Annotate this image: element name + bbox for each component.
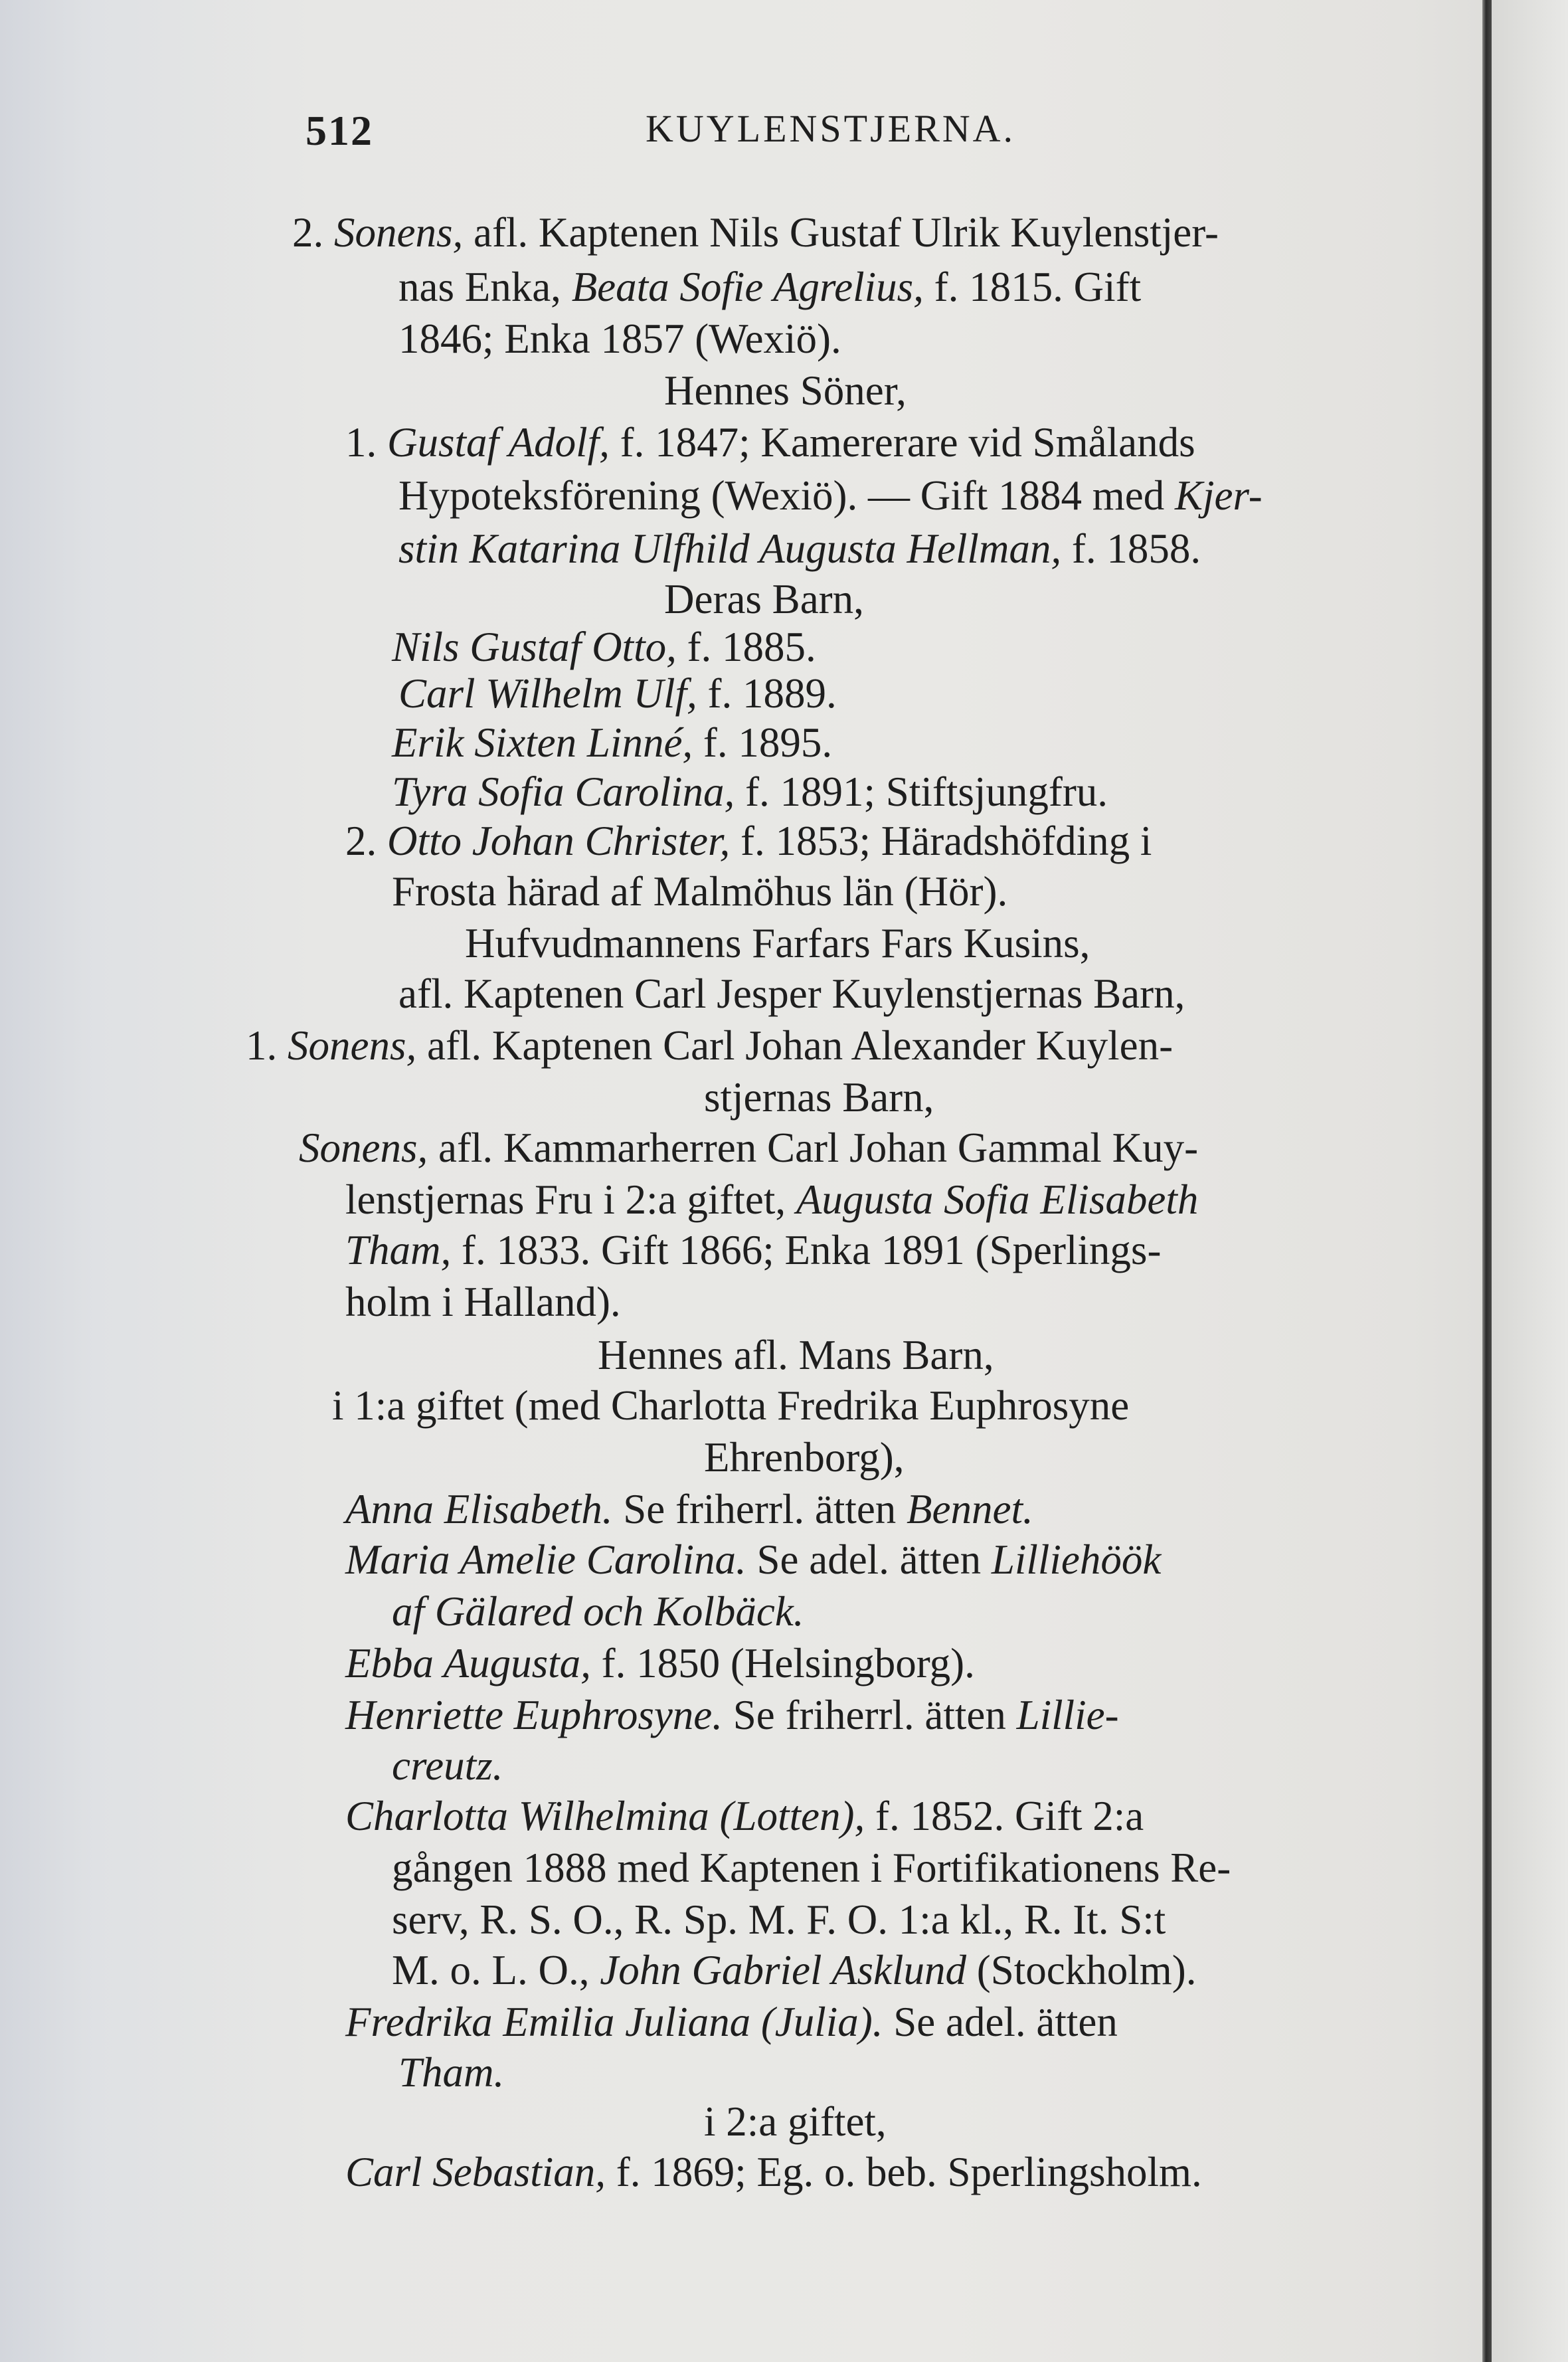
italic-name-text: Tyra Sofia Carolina, <box>392 769 735 815</box>
text-line <box>398 2046 504 2099</box>
italic-name-text: Nils Gustaf Otto, <box>392 624 677 670</box>
roman-text: f. 1852. Gift 2:a <box>865 1793 1144 1839</box>
roman-text: 1. <box>345 419 387 466</box>
italic-name-text: Sonens, <box>288 1022 417 1069</box>
roman-text: f. 1850 (Helsingborg). <box>590 1640 975 1686</box>
roman-text: 1846; Enka 1857 (Wexiö). <box>398 316 841 362</box>
text-line <box>392 1739 503 1792</box>
roman-text: Se friherrl. ätten <box>612 1486 907 1532</box>
italic-name-text: Lillie- <box>1016 1692 1119 1738</box>
text-line <box>345 1533 1161 1586</box>
italic-name-text: af Gälared och Kolbäck. <box>392 1588 804 1635</box>
page-header <box>0 100 1568 159</box>
roman-text: M. o. L. O., <box>392 1947 600 1993</box>
text-line <box>345 814 1152 867</box>
italic-name-text: Tham. <box>398 2049 505 2096</box>
roman-text: f. 1895. <box>693 719 833 766</box>
italic-name-text: stin Katarina Ulfhild Augusta Hellman, <box>398 525 1062 572</box>
roman-text: 2. <box>345 818 387 864</box>
text-line <box>704 1071 934 1124</box>
roman-text: Se adel. ätten <box>883 1999 1118 2045</box>
roman-text: Deras Barn, <box>664 576 864 622</box>
italic-name-text: Otto Johan Christer, <box>387 818 731 864</box>
text-line <box>345 1789 1144 1843</box>
roman-text: lenstjernas Fru i 2:a giftet, <box>345 1176 796 1223</box>
roman-text: f. 1891; Stiftsjungfru. <box>735 769 1108 815</box>
roman-text: Hypoteksförening (Wexiö). — Gift 1884 med <box>398 472 1175 519</box>
roman-text: Se friherrl. ätten <box>723 1692 1017 1738</box>
text-line <box>345 1483 1033 1536</box>
running-title: KUYLENSTJERNA. <box>646 107 1016 150</box>
text-line <box>345 1224 1161 1277</box>
italic-name-text: Tham, <box>345 1227 452 1273</box>
text-line <box>465 917 1090 970</box>
roman-text: f. 1885. <box>676 624 816 670</box>
italic-name-text: Sonens, <box>334 209 464 256</box>
text-line <box>345 1173 1198 1226</box>
italic-name-text: Augusta Sofia Elisabeth <box>796 1176 1199 1223</box>
text-line <box>398 469 1263 522</box>
roman-text: nas Enka, <box>398 264 572 310</box>
text-line <box>292 206 1219 259</box>
italic-name-text: Charlotta Wilhelmina (Lotten), <box>345 1793 865 1839</box>
roman-text: Hufvudmannens Farfars Fars Kusins, <box>465 920 1090 966</box>
italic-name-text: Gustaf Adolf, <box>387 419 610 466</box>
italic-name-text: Henriette Euphrosyne. <box>345 1692 723 1738</box>
roman-text: f. 1869; Eg. o. beb. Sperlingsholm. <box>606 2149 1202 2195</box>
italic-name-text: Fredrika Emilia Juliana (Julia). <box>345 1999 883 2045</box>
italic-name-text: Anna Elisabeth. <box>345 1486 613 1532</box>
text-line <box>392 865 1007 918</box>
roman-text: afl. Kaptenen Carl Jesper Kuylenstjernas Barn, <box>398 970 1185 1017</box>
italic-name-text: Bennet. <box>907 1486 1033 1532</box>
text-line <box>345 1995 1118 2048</box>
roman-text: serv, R. S. O., R. Sp. M. F. O. 1:a kl., R. It. S:t <box>392 1896 1166 1943</box>
italic-name-text: Carl Wilhelm Ulf, <box>398 670 697 717</box>
roman-text: afl. Kaptenen Nils Gustaf Ulrik Kuylenstjer- <box>463 209 1219 256</box>
italic-name-text: Lilliehöök <box>991 1536 1162 1583</box>
roman-text: gången 1888 med Kaptenen i Fortifikationens Re- <box>392 1845 1231 1891</box>
text-line <box>392 716 832 769</box>
italic-name-text: Maria Amelie Carolina. <box>345 1536 746 1583</box>
text-line <box>398 667 837 720</box>
text-line <box>392 1893 1166 1946</box>
italic-name-text: Beata Sofie Agrelius, <box>571 264 924 310</box>
roman-text: (Stockholm). <box>966 1947 1197 1993</box>
roman-text: 2. <box>292 209 334 256</box>
text-line <box>398 260 1141 314</box>
italic-name-text: Carl Sebastian, <box>345 2149 606 2195</box>
text-line <box>299 1121 1198 1174</box>
roman-text: afl. Kammarherren Carl Johan Gammal Kuy- <box>428 1125 1199 1171</box>
text-line <box>398 312 841 365</box>
roman-text: 1. <box>246 1022 288 1069</box>
page-gutter-edge <box>1482 0 1492 2362</box>
text-line <box>704 2095 887 2148</box>
roman-text: Ehrenborg), <box>704 1434 905 1481</box>
text-line <box>664 364 907 417</box>
roman-text: f. 1833. Gift 1866; Enka 1891 (Sperlings- <box>451 1227 1162 1273</box>
text-line <box>392 620 816 674</box>
text-line <box>704 1431 905 1484</box>
roman-text: holm i Halland). <box>345 1279 621 1325</box>
text-line <box>345 2145 1202 2199</box>
text-line <box>398 967 1185 1020</box>
italic-name-text: Sonens, <box>299 1125 428 1171</box>
page-number: 512 <box>305 107 373 154</box>
roman-text: Frosta härad af Malmöhus län (Hör). <box>392 868 1008 915</box>
roman-text: Hennes Söner, <box>664 367 907 414</box>
text-line <box>392 1585 804 1638</box>
text-line <box>392 1944 1197 1997</box>
roman-text: f. 1847; Kamererare vid Smålands <box>609 419 1195 466</box>
text-line <box>332 1379 1129 1432</box>
italic-name-text: creutz. <box>392 1742 503 1789</box>
text-line <box>246 1019 1173 1072</box>
italic-name-text: Ebba Augusta, <box>345 1640 591 1686</box>
text-line <box>598 1328 994 1382</box>
roman-text: afl. Kaptenen Carl Johan Alexander Kuylen- <box>416 1022 1174 1069</box>
roman-text: i 1:a giftet (med Charlotta Fredrika Euphrosyne <box>332 1382 1130 1429</box>
text-line <box>392 1841 1231 1894</box>
italic-name-text: John Gabriel Asklund <box>600 1947 967 1993</box>
text-line <box>664 573 864 626</box>
roman-text: f. 1815. Gift <box>923 264 1142 310</box>
adjacent-page-strip <box>1492 0 1568 2362</box>
text-line <box>345 416 1195 469</box>
text-line <box>392 765 1108 818</box>
roman-text: f. 1889. <box>697 670 837 717</box>
text-line <box>345 1688 1119 1742</box>
italic-name-text: Erik Sixten Linné, <box>392 719 693 766</box>
roman-text: f. 1858. <box>1061 525 1201 572</box>
text-line <box>398 522 1201 575</box>
italic-name-text: Kjer- <box>1174 472 1263 519</box>
roman-text: stjernas Barn, <box>704 1074 934 1121</box>
text-line <box>345 1637 975 1690</box>
roman-text: Hennes afl. Mans Barn, <box>598 1332 994 1378</box>
roman-text: i 2:a giftet, <box>704 2098 887 2145</box>
roman-text: Se adel. ätten <box>746 1536 992 1583</box>
text-line <box>345 1275 621 1328</box>
roman-text: f. 1853; Häradshöfding i <box>730 818 1152 864</box>
